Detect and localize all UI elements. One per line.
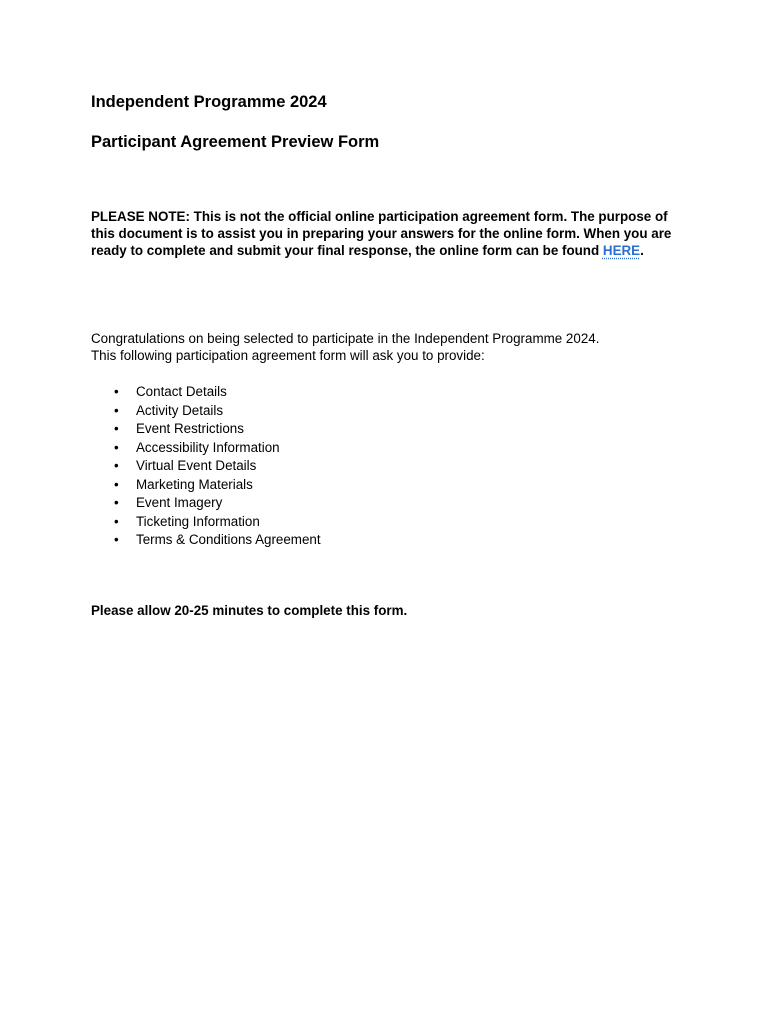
list-item-label: Accessibility Information [136, 439, 280, 455]
bullet-icon: • [114, 384, 119, 399]
list-item [91, 513, 321, 532]
list-item [91, 531, 321, 550]
bullet-icon: • [114, 513, 119, 529]
bullet-icon: • [114, 421, 119, 436]
list-item [91, 383, 321, 402]
intro-paragraph [91, 330, 681, 365]
requirements-list [91, 383, 321, 550]
bullet-icon: • [114, 495, 119, 510]
completion-time-note: Please allow 20-25 minutes to complete this form. [91, 603, 408, 618]
list-item-label: Marketing Materials [136, 476, 253, 492]
bullet-icon: • [114, 439, 119, 455]
list-item-label: Virtual Event Details [136, 458, 257, 473]
list-item [91, 420, 321, 439]
bullet-icon: • [114, 402, 119, 418]
list-item [91, 476, 321, 495]
list-item [91, 494, 321, 513]
bullet-icon: • [114, 476, 119, 492]
bullet-icon: • [114, 532, 119, 547]
intro-line-1: Congratulations on being selected to participate in the Independent Programme 2024. [91, 331, 600, 346]
list-item [91, 402, 321, 421]
list-item-label: Contact Details [136, 384, 227, 399]
list-item [91, 457, 321, 476]
bullet-icon: • [114, 458, 119, 473]
list-item-label: Event Imagery [136, 495, 223, 510]
list-item-label: Activity Details [136, 402, 224, 418]
notice-paragraph [91, 208, 676, 260]
list-item-label: Terms & Conditions Agreement [136, 532, 321, 547]
online-form-link[interactable]: HERE [602, 243, 641, 259]
document-subtitle: Participant Agreement Preview Form [91, 133, 380, 151]
list-item [91, 439, 321, 458]
intro-line-2: This following participation agreement form will ask you to provide: [91, 348, 485, 364]
document-title: Independent Programme 2024 [91, 93, 327, 111]
notice-text: PLEASE NOTE: This is not the official online participation agreement form. The purpose of this document is to assist you in preparing your answers for the online form. When you are ready to complete and submit your final response, the online form can be found [91, 209, 672, 259]
notice-trailing-period: . [640, 243, 644, 259]
list-item-label: Ticketing Information [136, 513, 260, 529]
list-item-label: Event Restrictions [136, 421, 244, 436]
